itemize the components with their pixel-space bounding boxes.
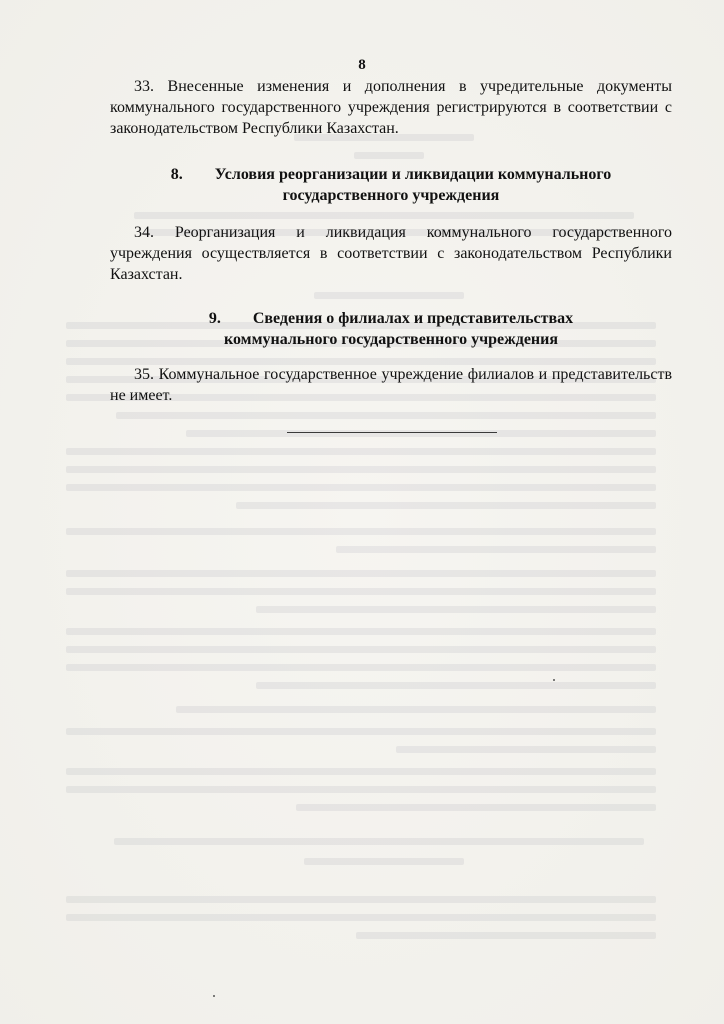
section-8-number: 8.: [170, 166, 183, 183]
paragraph-33: 33. Внесенные изменения и дополнения в учредительные документы коммунального государственного учреждения регистрируются в соответствии с законодательством Республики Казахстан.: [110, 78, 672, 137]
section-9-number: 9.: [208, 310, 221, 327]
section-8-title-line1: Условия реорганизации и ликвидации коммунального: [214, 166, 612, 183]
page-number: 8: [358, 57, 366, 73]
section-8-title-line2: государственного учреждения: [282, 187, 500, 204]
section-9-title-line2: коммунального государственного учреждения: [223, 331, 559, 348]
section-8-heading: [110, 164, 672, 206]
section-9-title-line1: Сведения о филиалах и представительствах: [252, 310, 574, 327]
closing-rule: [287, 432, 497, 433]
paragraph-34: 34. Реорганизация и ликвидация коммунального государственного учреждения осуществляется в соответствии с законодательством Республики Казахстан.: [110, 224, 672, 283]
paragraph-35: 35. Коммунальное государственное учреждение филиалов и представительств не имеет.: [110, 366, 672, 404]
scan-speck: [213, 995, 215, 997]
section-9-heading: [110, 308, 672, 350]
scan-speck: [553, 679, 555, 681]
